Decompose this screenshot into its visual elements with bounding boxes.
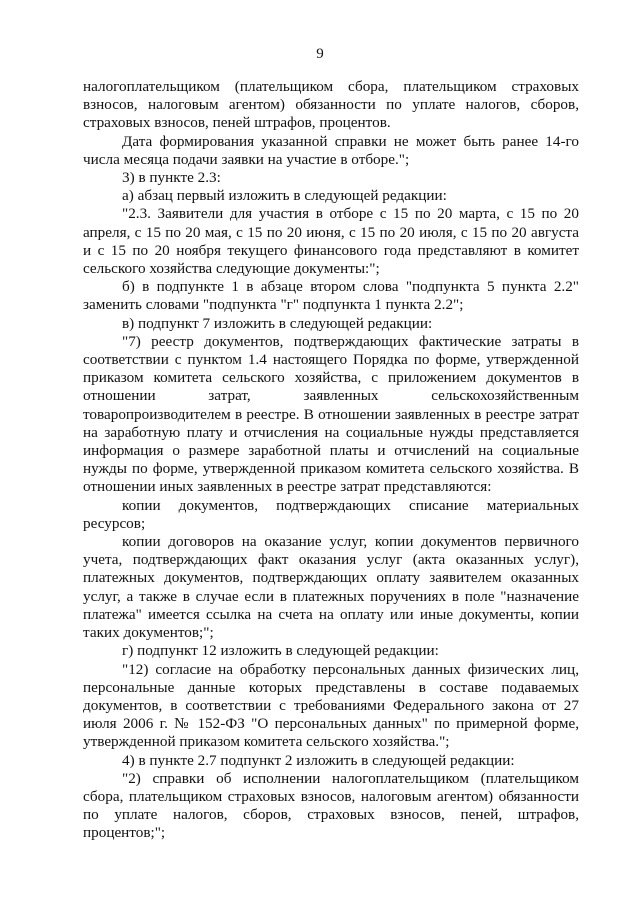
document-body [83,78,579,843]
paragraph-material-copies: копии документов, подтверждающих списание материальных ресурсов; [83,496,579,532]
paragraph-clause-7: "7) реестр документов, подтверждающих фактические затраты в соответствии с пунктом 1.4 настоящего Порядка по форме, утвержденной приказом комитета сельского хозяйства, с приложением документов в отношении затрат, заявленных сельскохозяйственным товаропроизводителем в реестре. В отношении заявленных в реестре затрат на заработную плату и отчисления на социальные нужды представляется информация о размере заработной платы и отчислений на социальные нужды по форме, утвержденной приказом комитета сельского хозяйства. В отношении иных заявленных в реестре затрат представляются: [83,332,579,496]
paragraph-clause-2: "2) справки об исполнении налогоплательщиком (плательщиком сбора, плательщиком страховых взносов, налоговым агентом) обязанности по уплате налогов, сборов, страховых взносов, пеней, штрафов, процентов;"; [83,769,579,842]
paragraph-clause-2-3: "2.3. Заявители для участия в отборе с 15 по 20 марта, с 15 по 20 апреля, с 15 по 20 мая, с 15 по 20 июня, с 15 по 20 июля, с 15 по 20 августа и с 15 по 20 ноября текущего финансового года представляют в комитет сельского хозяйства следующие документы:"; [83,205,579,278]
paragraph-continuation: налогоплательщиком (плательщиком сбора, плательщиком страховых взносов, налоговым агентом) обязанности по уплате налогов, сборов, страховых взносов, пеней штрафов, процентов. [83,78,579,132]
paragraph-subitem-v: в) подпункт 7 изложить в следующей редакции: [122,314,433,332]
paragraph-contract-copies: копии договоров на оказание услуг, копии документов первичного учета, подтверждающих факт оказания услуг (акта оказанных услуг), платежных документов, подтверждающих оплату заявителем оказанных услуг, а также в случае если в платежных поручениях в поле "назначение платежа" имеется ссылка на счета на оплату или иные документы, копии таких документов;"; [83,533,579,642]
paragraph-item-4: 4) в пункте 2.7 подпункт 2 изложить в следующей редакции: [122,751,515,769]
paragraph-certificate-date: Дата формирования указанной справки не может быть ранее 14-го числа месяца подачи заявки на участие в отборе."; [83,132,579,168]
page-number: 9 [316,46,324,62]
paragraph-item-3: 3) в пункте 2.3: [122,169,221,187]
paragraph-subitem-a: а) абзац первый изложить в следующей редакции: [122,187,447,205]
paragraph-subitem-b: б) в подпункте 1 в абзаце втором слова "подпункта 5 пункта 2.2" заменить словами "подпункта "г" подпункта 1 пункта 2.2"; [83,278,579,314]
paragraph-subitem-g: г) подпункт 12 изложить в следующей редакции: [122,642,439,660]
paragraph-clause-12: "12) согласие на обработку персональных данных физических лиц, персональные данные которых представлены в составе подаваемых документов, в соответствии с требованиями Федерального закона от 27 июля 2006 г. № 152-ФЗ "О персональных данных" по примерной форме, утвержденной приказом комитета сельского хозяйства."; [83,660,579,751]
